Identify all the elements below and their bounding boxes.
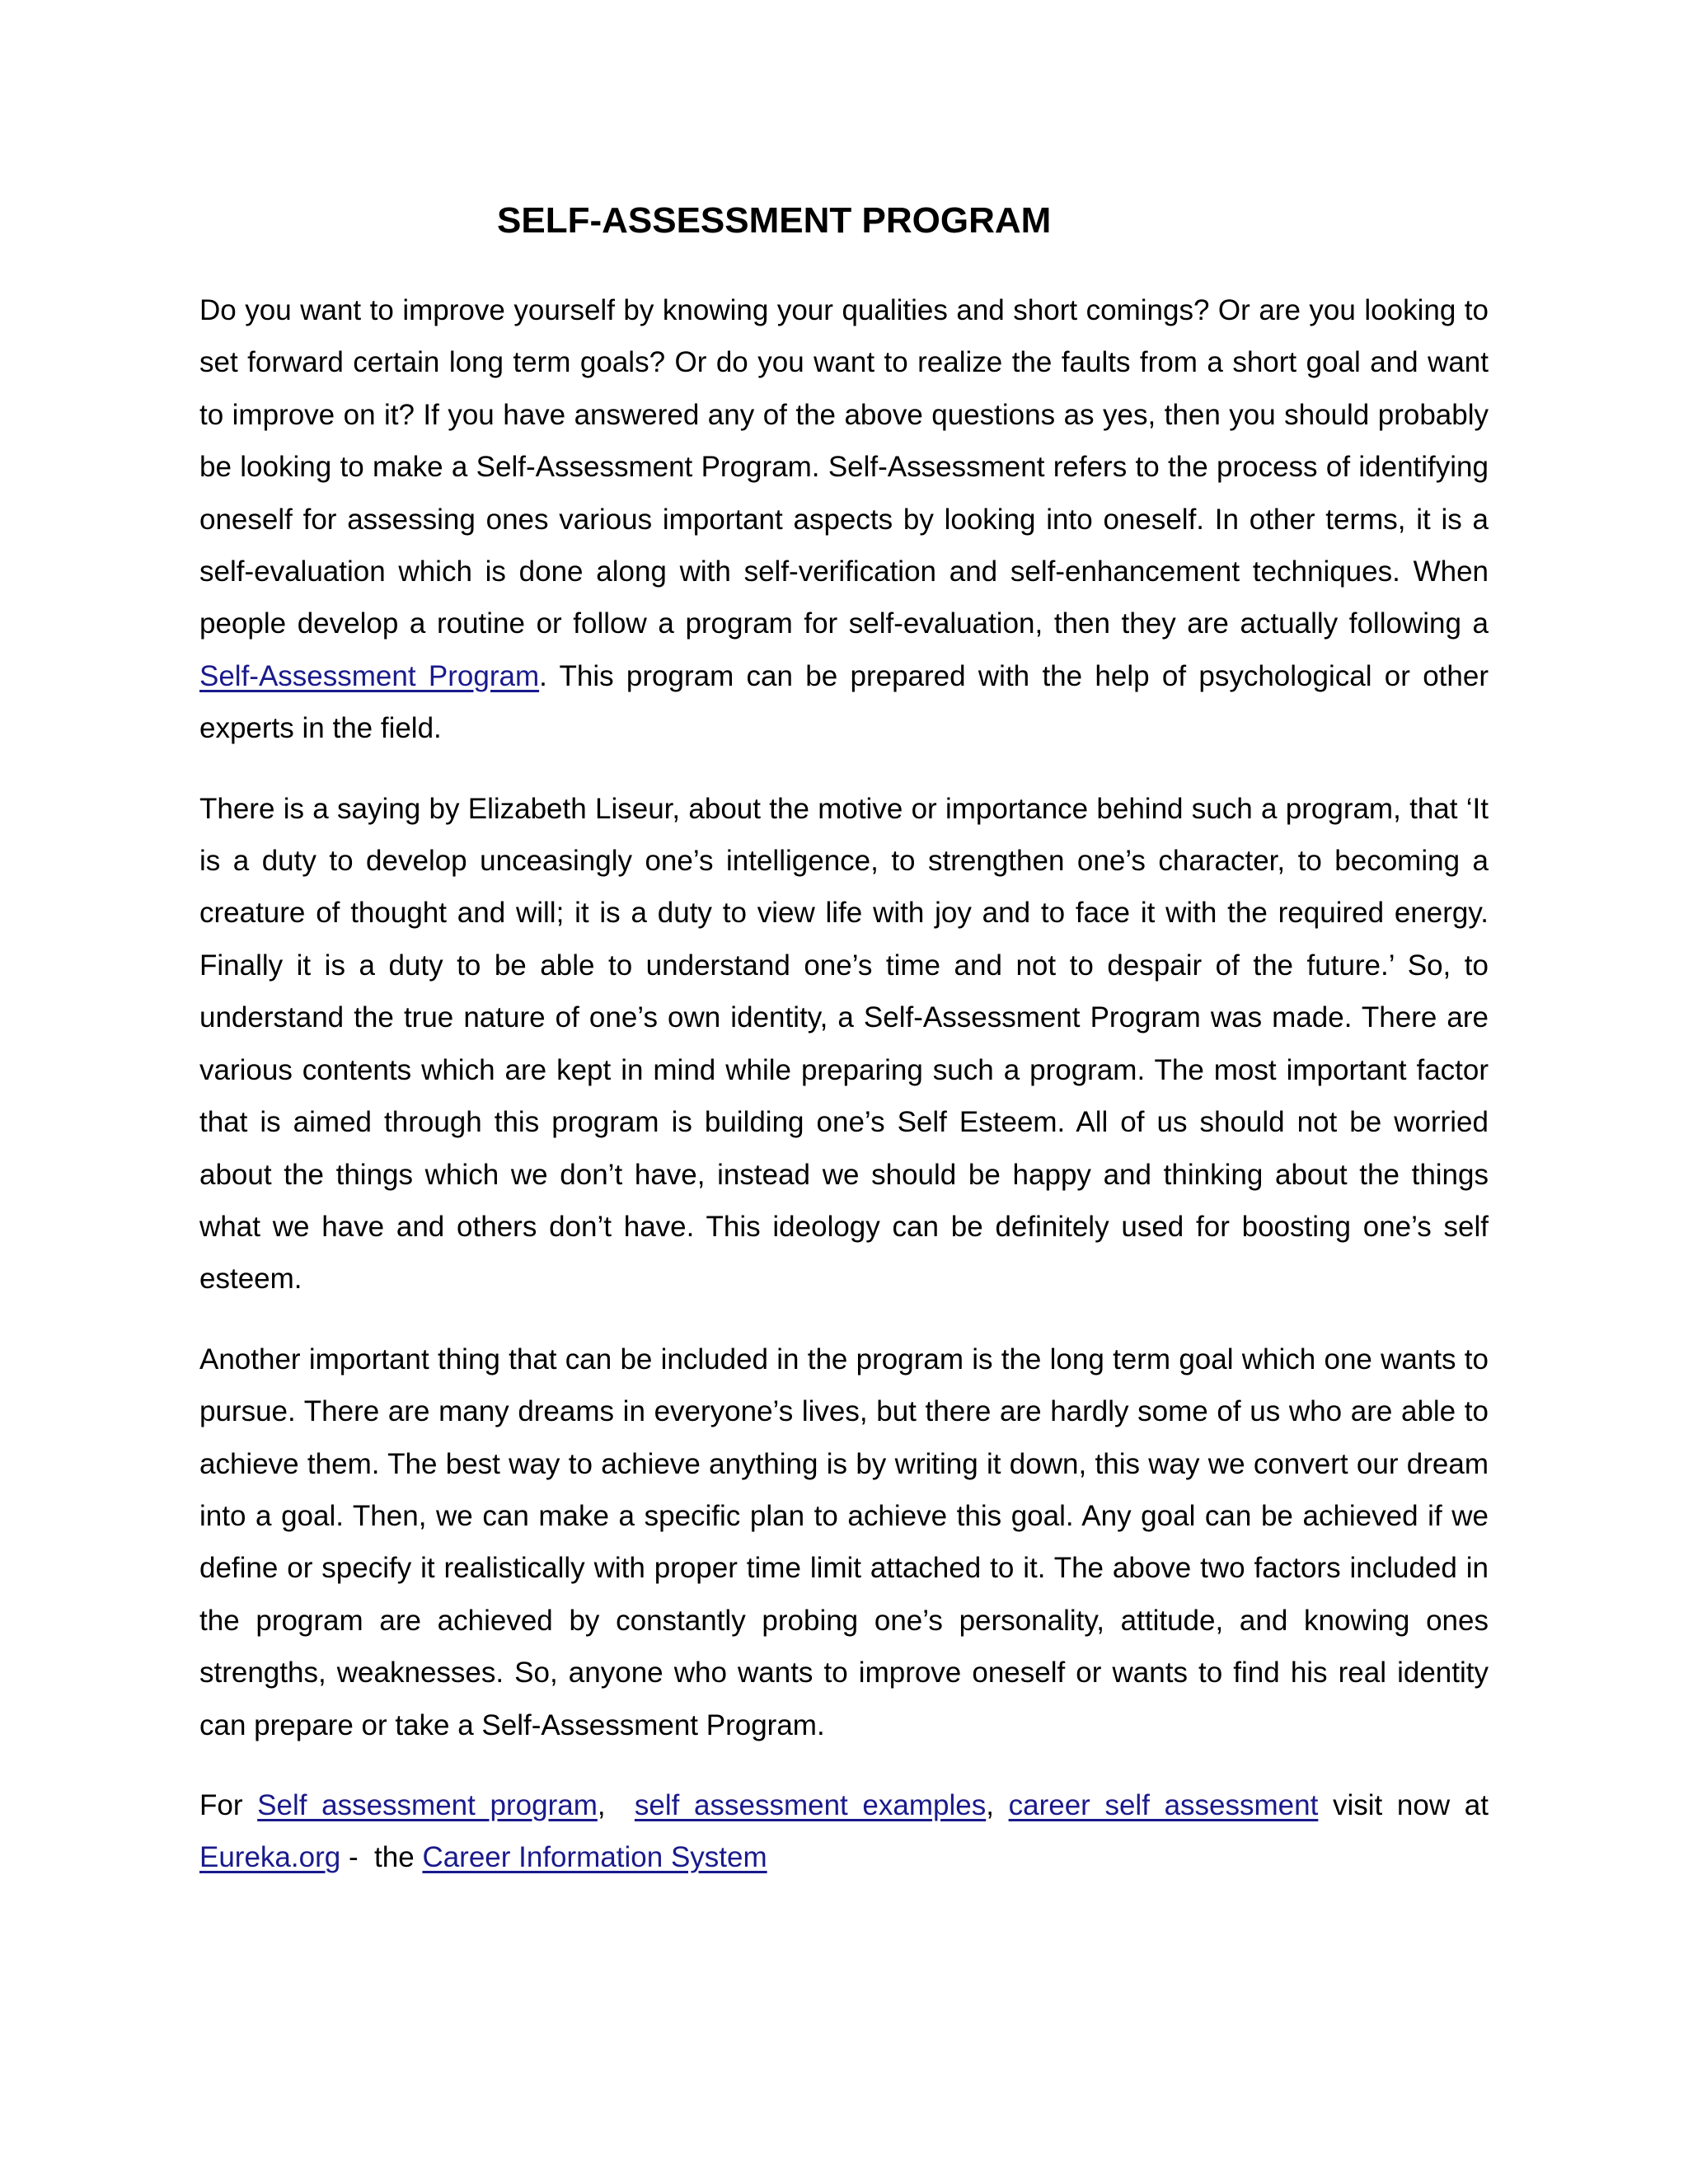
paragraph-goals: Another important thing that can be included in the program is the long term goal which one wants to pursue. There are many dreams in everyone’s lives, but there are hardly some of us who are able to achieve them. The best way to achieve anything is by writing it down, this way we convert our dream into a goal. Then, we can make a specific plan to achieve this goal. Any goal can be achieved if we define or specify it realistically with proper time limit attached to it. The above two factors included in the program are achieved by constantly probing one’s personality, attitude, and knowing ones strengths, weaknesses. So, anyone who wants to improve oneself or wants to find his real identity can prepare or take a Self-Assessment Program. [199,1343,1489,1741]
links-prefix: For [199,1788,258,1821]
paragraph-intro [199,284,1489,755]
eureka-org-link[interactable]: Eureka.org [199,1841,341,1874]
career-self-assessment-link[interactable]: career self assessment [1008,1788,1319,1821]
self-assessment-program-link[interactable]: Self-Assessment Program [199,659,540,692]
links-middle-text: visit now at [1318,1788,1489,1821]
paragraph-intro-text-before: Do you want to improve yourself by knowing your qualities and short comings? Or are you looking to set forward certain long term goals? Or do you want to realize the faults from a short goal and want to improve on it? If you have answered any of the above questions as yes, then you should probably be looking to make a Self-Assessment Program. Self-Assessment refers to the process of identifying oneself for assessing ones various important aspects by looking into oneself. In other terms, it is a self-evaluation which is done along with self-verification and self-enhancement techniques. When people develop a routine or follow a program for self-evaluation, then they are actually following a [199,294,1489,640]
self-assessment-program-link-2[interactable]: Self assessment program [257,1788,598,1821]
career-information-system-link[interactable]: Career Information System [422,1841,767,1874]
document-body [199,284,1489,1884]
self-assessment-examples-link[interactable]: self assessment examples [634,1788,987,1821]
links-separator-3: - the [340,1841,423,1874]
paragraph-links [199,1779,1489,1884]
links-separator-1: , [597,1788,635,1821]
links-separator-2: , [986,1788,1009,1821]
page-title: SELF-ASSESSMENT PROGRAM [497,200,1052,241]
paragraph-intro-text-after: . This program can be prepared with the help of psychological or other experts in the field. [199,659,1489,745]
paragraph-quote: There is a saying by Elizabeth Liseur, about the motive or importance behind such a program, that ‘It is a duty to develop unceasingly one’s intelligence, to strengthen one’s character, to becoming a creature of thought and will; it is a duty to view life with joy and to face it with the required energy. Finally it is a duty to be able to understand one’s time and not to despair of the future.’ So, to understand the true nature of one’s own identity, a Self-Assessment Program was made. There are various contents which are kept in mind while preparing such a program. The most important factor that is aimed through this program is building one’s Self Esteem. All of us should not be worried about the things which we don’t have, instead we should be happy and thinking about the things what we have and others don’t have. This ideology can be definitely used for boosting one’s self esteem. [199,792,1489,1296]
